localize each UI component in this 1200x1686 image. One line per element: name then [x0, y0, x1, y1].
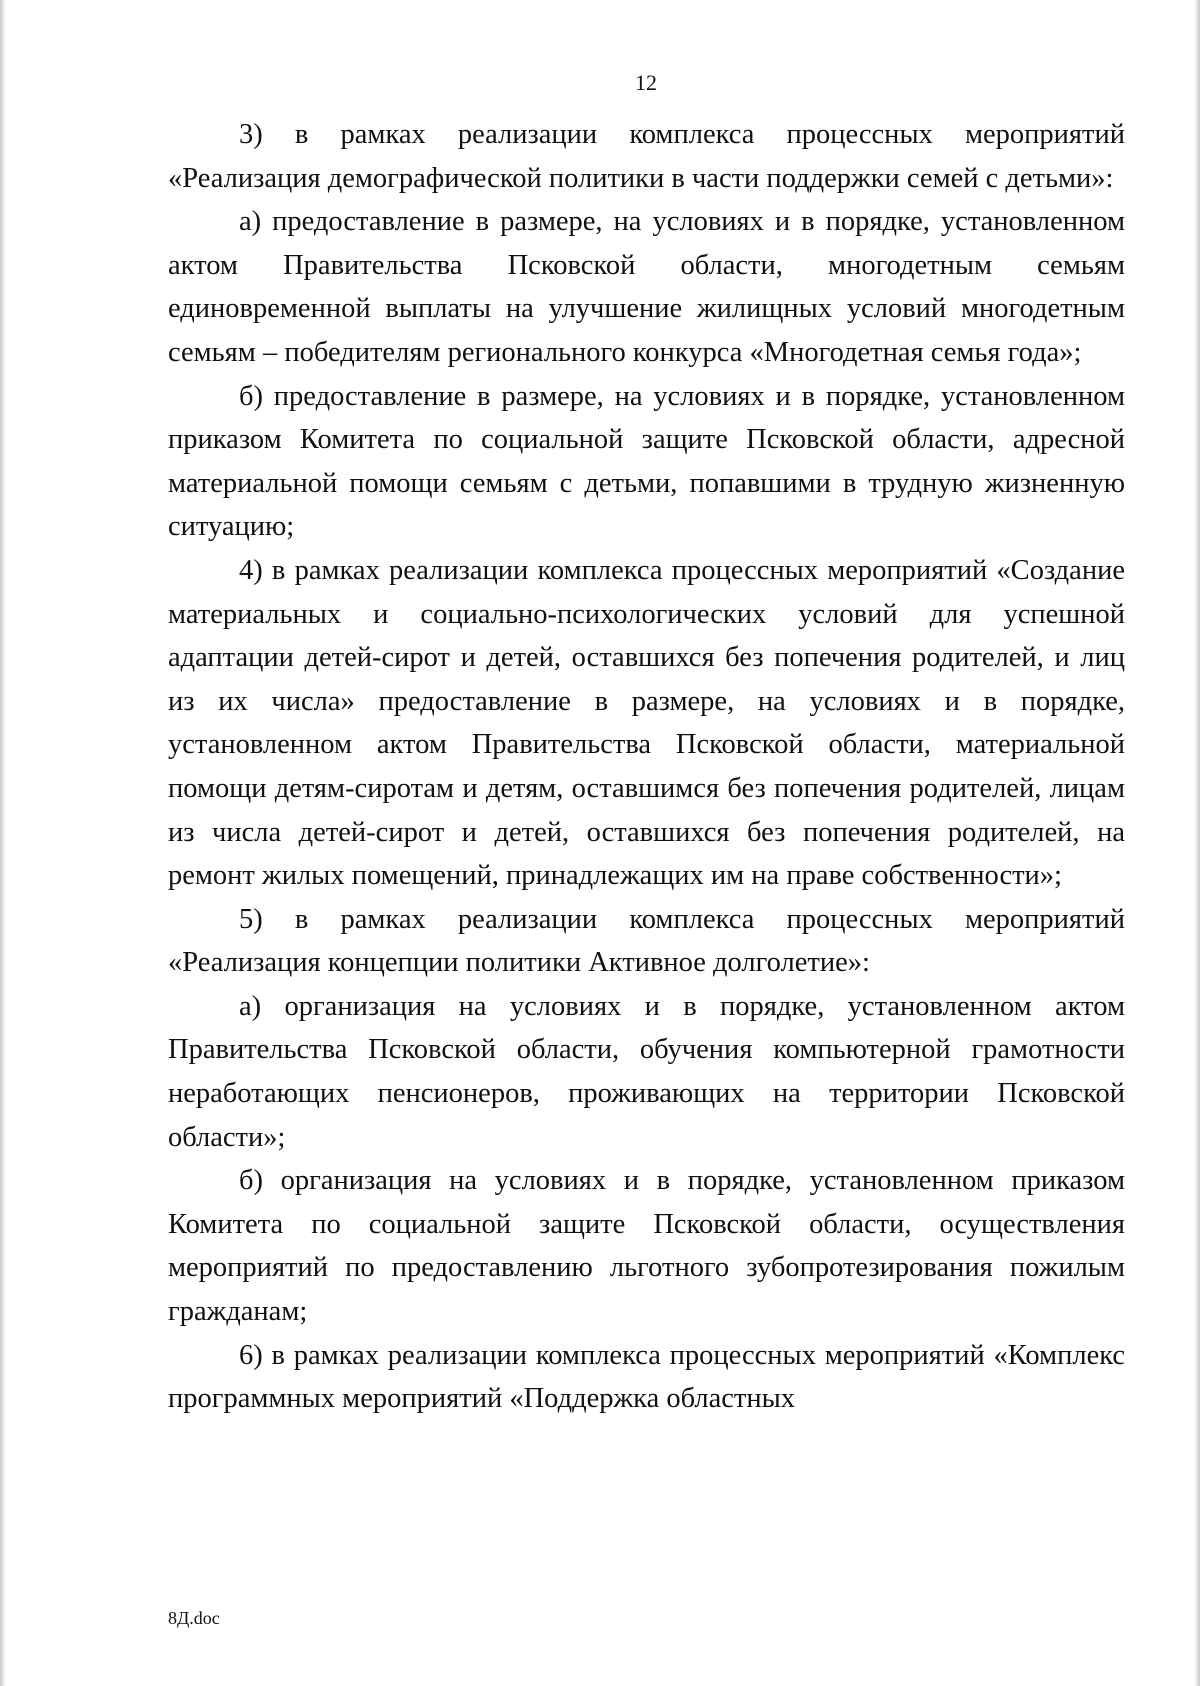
scan-edge-right: [1194, 0, 1200, 1686]
paragraph-subitem-5b: б) организация на условиях и в порядке, установленном приказом Комитета по социальной защите Псковской области, осуществления мероприятий по предоставлению льготного зубопротезирования пожилым гражданам;: [168, 1165, 1125, 1328]
document-body: [168, 113, 1125, 1421]
paragraph-subitem-3a: а) предоставление в размере, на условиях и в порядке, установленном актом Правительства Псковской области, многодетным семьям единовременной выплаты на улучшение жилищных условий многодетным семьям – победителям регионального конкурса «Многодетная семья года»;: [168, 206, 1125, 368]
paragraph-subitem-3b: б) предоставление в размере, на условиях и в порядке, установленном приказом Комитета по социальной защите Псковской области, адресной материальной помощи семьям с детьми, попавшими в трудную жизненную ситуацию;: [168, 380, 1125, 543]
paragraph-item-6: 6) в рамках реализации комплекса процессных мероприятий «Комплекс программных мероприятий «Поддержка областных: [168, 1339, 1125, 1415]
page-number: 12: [635, 70, 657, 95]
scan-edge-left: [0, 0, 6, 1686]
paragraph-subitem-5a: а) организация на условиях и в порядке, установленном актом Правительства Псковской области, обучения компьютерной грамотности неработающих пенсионеров, проживающих на территории Псковской области»;: [168, 990, 1125, 1153]
paragraph-item-4: 4) в рамках реализации комплекса процессных мероприятий «Создание материальных и социально-психологических условий для успешной адаптации детей-сирот и детей, оставшихся без попечения родителей, и лиц из их числа» предоставление в размере, на условиях и в порядке, установленном актом Правительства Псковской области, материальной помощи детям-сиротам и детям, оставшимся без попечения родителей, лицам из числа детей-сирот и детей, оставшихся без попечения родителей, на ремонт жилых помещений, принадлежащих им на праве собственности»;: [168, 554, 1125, 892]
paragraph-item-3: 3) в рамках реализации комплекса процессных мероприятий «Реализация демографической политики в части поддержки семей с детьми»:: [168, 119, 1125, 194]
footer-filename: 8Д.doc: [168, 1608, 220, 1628]
paragraph-item-5: 5) в рамках реализации комплекса процессных мероприятий «Реализация концепции политики Активное долголетие»:: [168, 903, 1125, 979]
